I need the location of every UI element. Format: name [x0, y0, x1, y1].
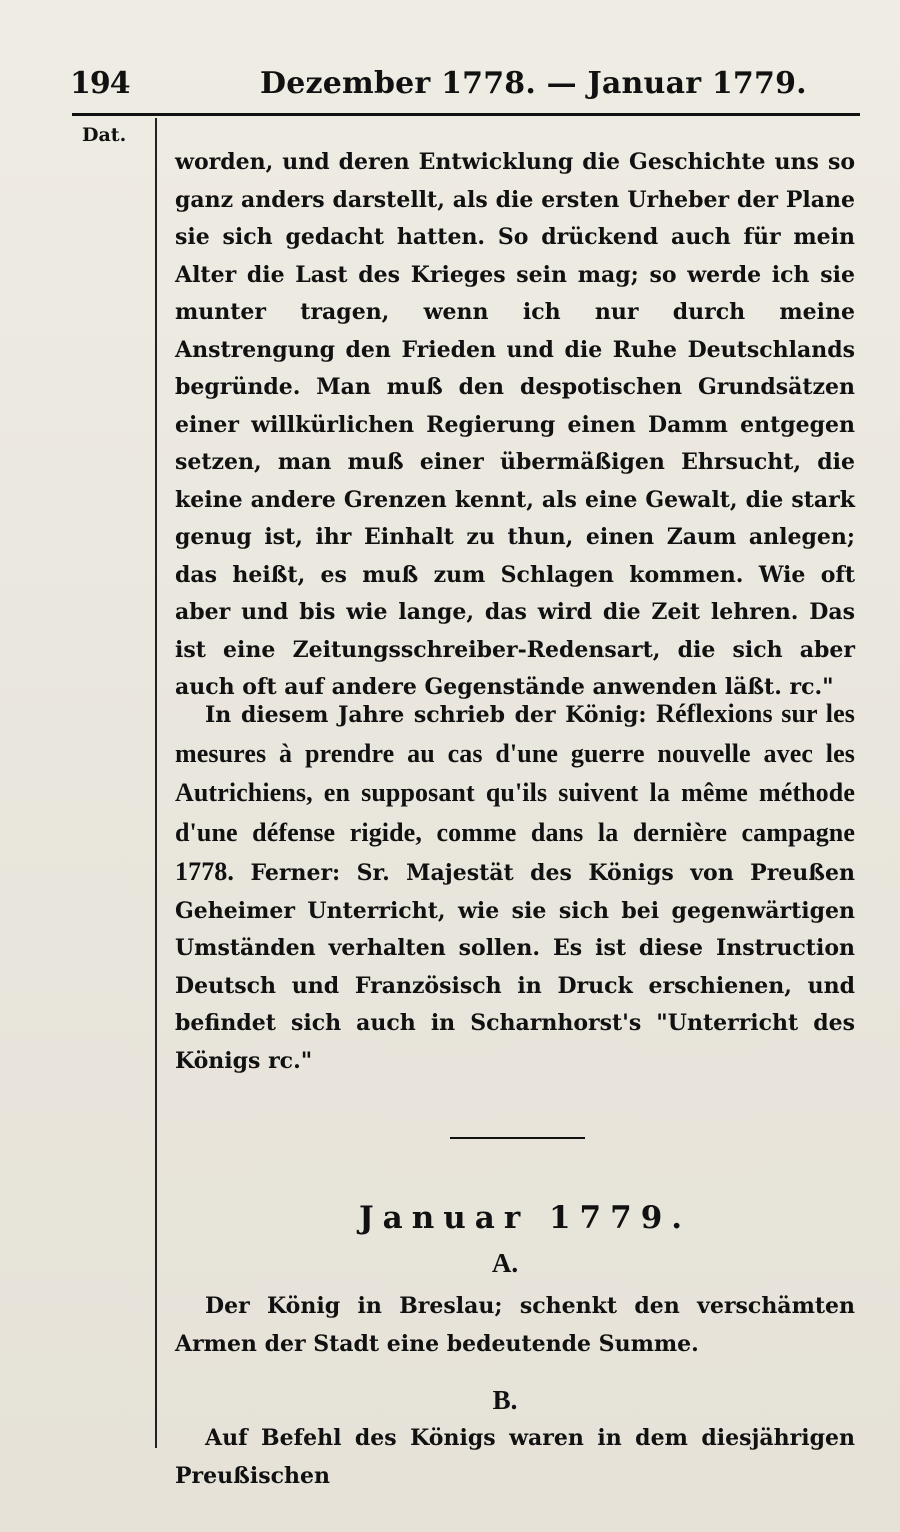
section-separator-rule — [450, 1137, 585, 1139]
subsection-label-b: B. — [492, 1385, 518, 1415]
paragraph-king-writings — [175, 695, 855, 1080]
french-title: Réflexions sur les mesures à prendre au cas d'une guerre nouvelle avec les Autrichiens, en supposant qu'ils suivent la même méthode d'une défense rigide, comme dans la dernière campagne 1778. — [175, 699, 855, 886]
entry-a-text: Der König in Breslau; schenkt den verschämten Armen der Stadt eine bedeutende Summe. — [175, 1293, 855, 1357]
paragraph-rest: Ferner: Sr. Majestät des Königs von Preußen Geheimer Unterricht, wie sie sich bei gegenwärtigen Umständen verhalten sollen. Es ist diese Instruction Deutsch und Französisch in Druck erschienen, und befindet sich auch in Scharnhorst's "Unterricht des Königs rc." — [175, 860, 855, 1074]
paragraph-letter-continuation: worden, und deren Entwicklung die Geschichte uns so ganz anders darstellt, als die ersten Urheber der Plane sie sich gedacht hatten. So drückend auch für mein Alter die Last des Krieges sein mag; so werde ich sie munter tragen, wenn ich nur durch meine Anstrengung den Frieden und die Ruhe Deutschlands begründe. Man muß den despotischen Grundsätzen einer willkürlichen Regierung einen Damm entgegen setzen, man muß einer übermäßigen Ehrsucht, die keine andere Grenzen kennt, als eine Gewalt, die stark genug ist, ihr Einhalt zu thun, einen Zaum anlegen; das heißt, es muß zum Schlagen kommen. Wie oft aber und bis wie lange, das wird die Zeit lehren. Das ist eine Zeitungsschreiber-Redensart, die sich aber auch oft auf andere Gegenstände anwenden läßt. rc." — [175, 149, 855, 700]
header-rule — [72, 113, 860, 116]
page-header — [70, 58, 860, 112]
subsection-label-a: A. — [491, 1248, 519, 1278]
margin-label-date: Dat. — [82, 124, 127, 146]
page-number: 194 — [70, 66, 130, 101]
section-heading: Januar 1779. — [358, 1200, 692, 1236]
entry-b-text: Auf Befehl des Königs waren in dem diesjährigen Preußischen — [175, 1425, 855, 1489]
paragraph-intro: In diesem Jahre schrieb der König: — [205, 702, 657, 728]
running-title: Dezember 1778. — Januar 1779. — [260, 66, 807, 101]
